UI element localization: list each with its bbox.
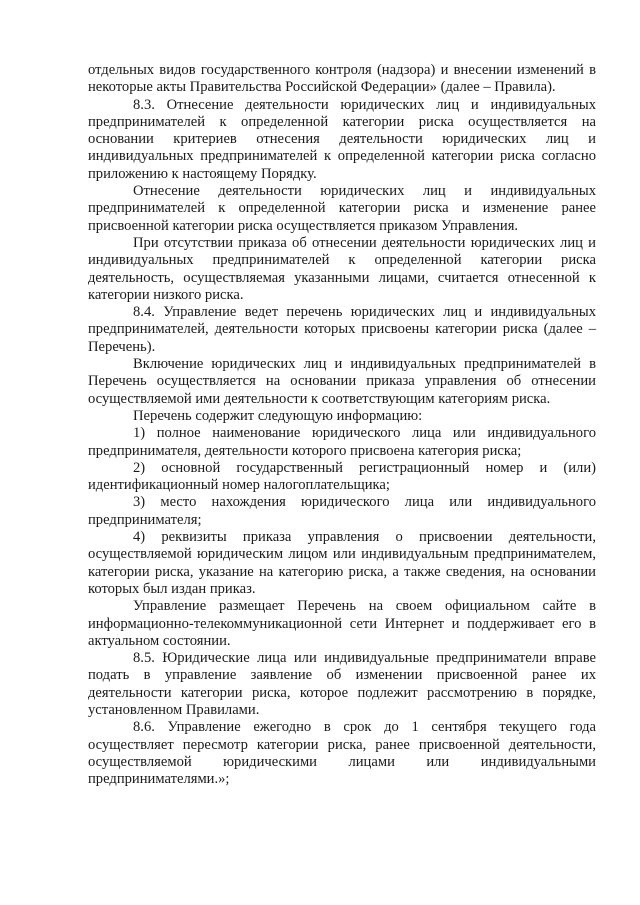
paragraph-8-6: 8.6. Управление ежегодно в срок до 1 сентября текущего года осуществляет пересмотр категории риска, ранее присвоенной деятельности, осуществляемой юридическими лицами или индивидуальными предпринимателями.»; [88, 719, 596, 788]
paragraph-risk-assignment-order: Отнесение деятельности юридических лиц и индивидуальных предпринимателей к определенной категории риска и изменение ранее присвоенной категории риска осуществляется приказом Управления. [88, 183, 596, 234]
paragraph-list-contents-intro: Перечень содержит следующую информацию: [133, 407, 423, 424]
document-page [88, 62, 596, 788]
list-item-2: 2) основной государственный регистрационный номер и (или) идентификационный номер налогоплательщика; [88, 459, 596, 494]
list-item-4: 4) реквизиты приказа управления о присвоении деятельности, осуществляемой юридическим лицом или индивидуальным предпринимателем, категории риска, указание на категорию риска, а также сведения, на основании которых был издан приказ. [88, 529, 596, 597]
list-item-3: 3) место нахождения юридического лица или индивидуального предпринимателя; [88, 494, 596, 528]
paragraph-8-4: 8.4. Управление ведет перечень юридических лиц и индивидуальных предпринимателей, деятельности которых присвоены категории риска (далее – Перечень). [88, 304, 596, 355]
paragraph-list-inclusion: Включение юридических лиц и индивидуальных предпринимателей в Перечень осуществляется на основании приказа управления об отнесении осуществляемой ими деятельности к соответствующим категориям риска. [88, 356, 596, 407]
paragraph-list-publication: Управление размещает Перечень на своем официальном сайте в информационно-телекоммуникационной сети Интернет и поддерживает его в актуальном состоянии. [88, 598, 596, 649]
paragraph-continuation: отдельных видов государственного контроля (надзора) и внесении изменений в некоторые акты Правительства Российской Федерации» (далее – Правила). [88, 62, 596, 96]
paragraph-8-5: 8.5. Юридические лица или индивидуальные предприниматели вправе подать в управление заявление об изменении присвоенной ранее их деятельности категории риска, которое подлежит рассмотрению в порядке, установленном Правилами. [88, 650, 596, 718]
list-item-1: 1) полное наименование юридического лица или индивидуального предпринимателя, деятельности которого присвоена категория риска; [88, 425, 596, 459]
paragraph-low-risk-default: При отсутствии приказа об отнесении деятельности юридических лиц и индивидуальных предпринимателей к определенной категории риска деятельность, осуществляемая указанными лицами, считается отнесенной к категории низкого риска. [88, 234, 596, 303]
paragraph-8-3: 8.3. Отнесение деятельности юридических лиц и индивидуальных предпринимателей к определенной категории риска осуществляется на основании критериев отнесения деятельности юридических лиц и индивидуальных предпринимателей к определенной категории риска согласно приложению к настоящему Порядку. [88, 96, 596, 182]
